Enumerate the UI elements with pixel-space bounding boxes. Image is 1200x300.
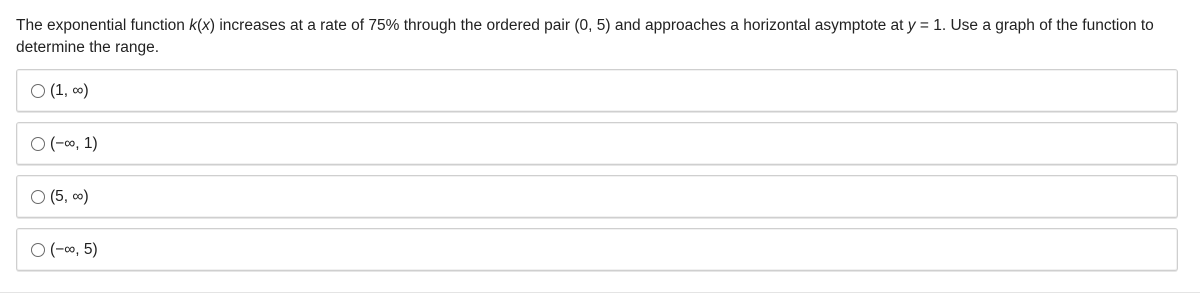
answer-option-4[interactable]: [16, 228, 1178, 271]
question-part-2: (: [196, 17, 203, 34]
question-part-3: ) increases at a rate of 75% through the ordered pair (0, 5) and approaches a horizontal asymptote at: [209, 17, 908, 34]
radio-button-3[interactable]: [31, 190, 45, 204]
answer-option-1[interactable]: [16, 69, 1178, 112]
radio-button-2[interactable]: [31, 137, 45, 151]
function-name: k: [189, 17, 197, 34]
question-part-1: The exponential function: [16, 17, 190, 34]
answer-label-3: (5, ∞): [50, 187, 89, 205]
answer-label-1: (1, ∞): [50, 81, 89, 99]
question-text: [16, 15, 1186, 59]
answer-option-2[interactable]: [16, 122, 1178, 165]
answer-label-2: (−∞, 1): [50, 134, 98, 152]
variable-y: y: [907, 17, 916, 34]
answer-label-4: (−∞, 5): [50, 240, 98, 258]
radio-button-1[interactable]: [31, 84, 45, 98]
answer-options: [16, 69, 1178, 281]
radio-button-4[interactable]: [31, 243, 45, 257]
variable-x: x: [202, 17, 210, 34]
bottom-divider: [0, 292, 1200, 293]
answer-option-3[interactable]: [16, 175, 1178, 218]
question-part-4: = 1. Use a graph of the function to determine the range.: [16, 17, 1154, 56]
